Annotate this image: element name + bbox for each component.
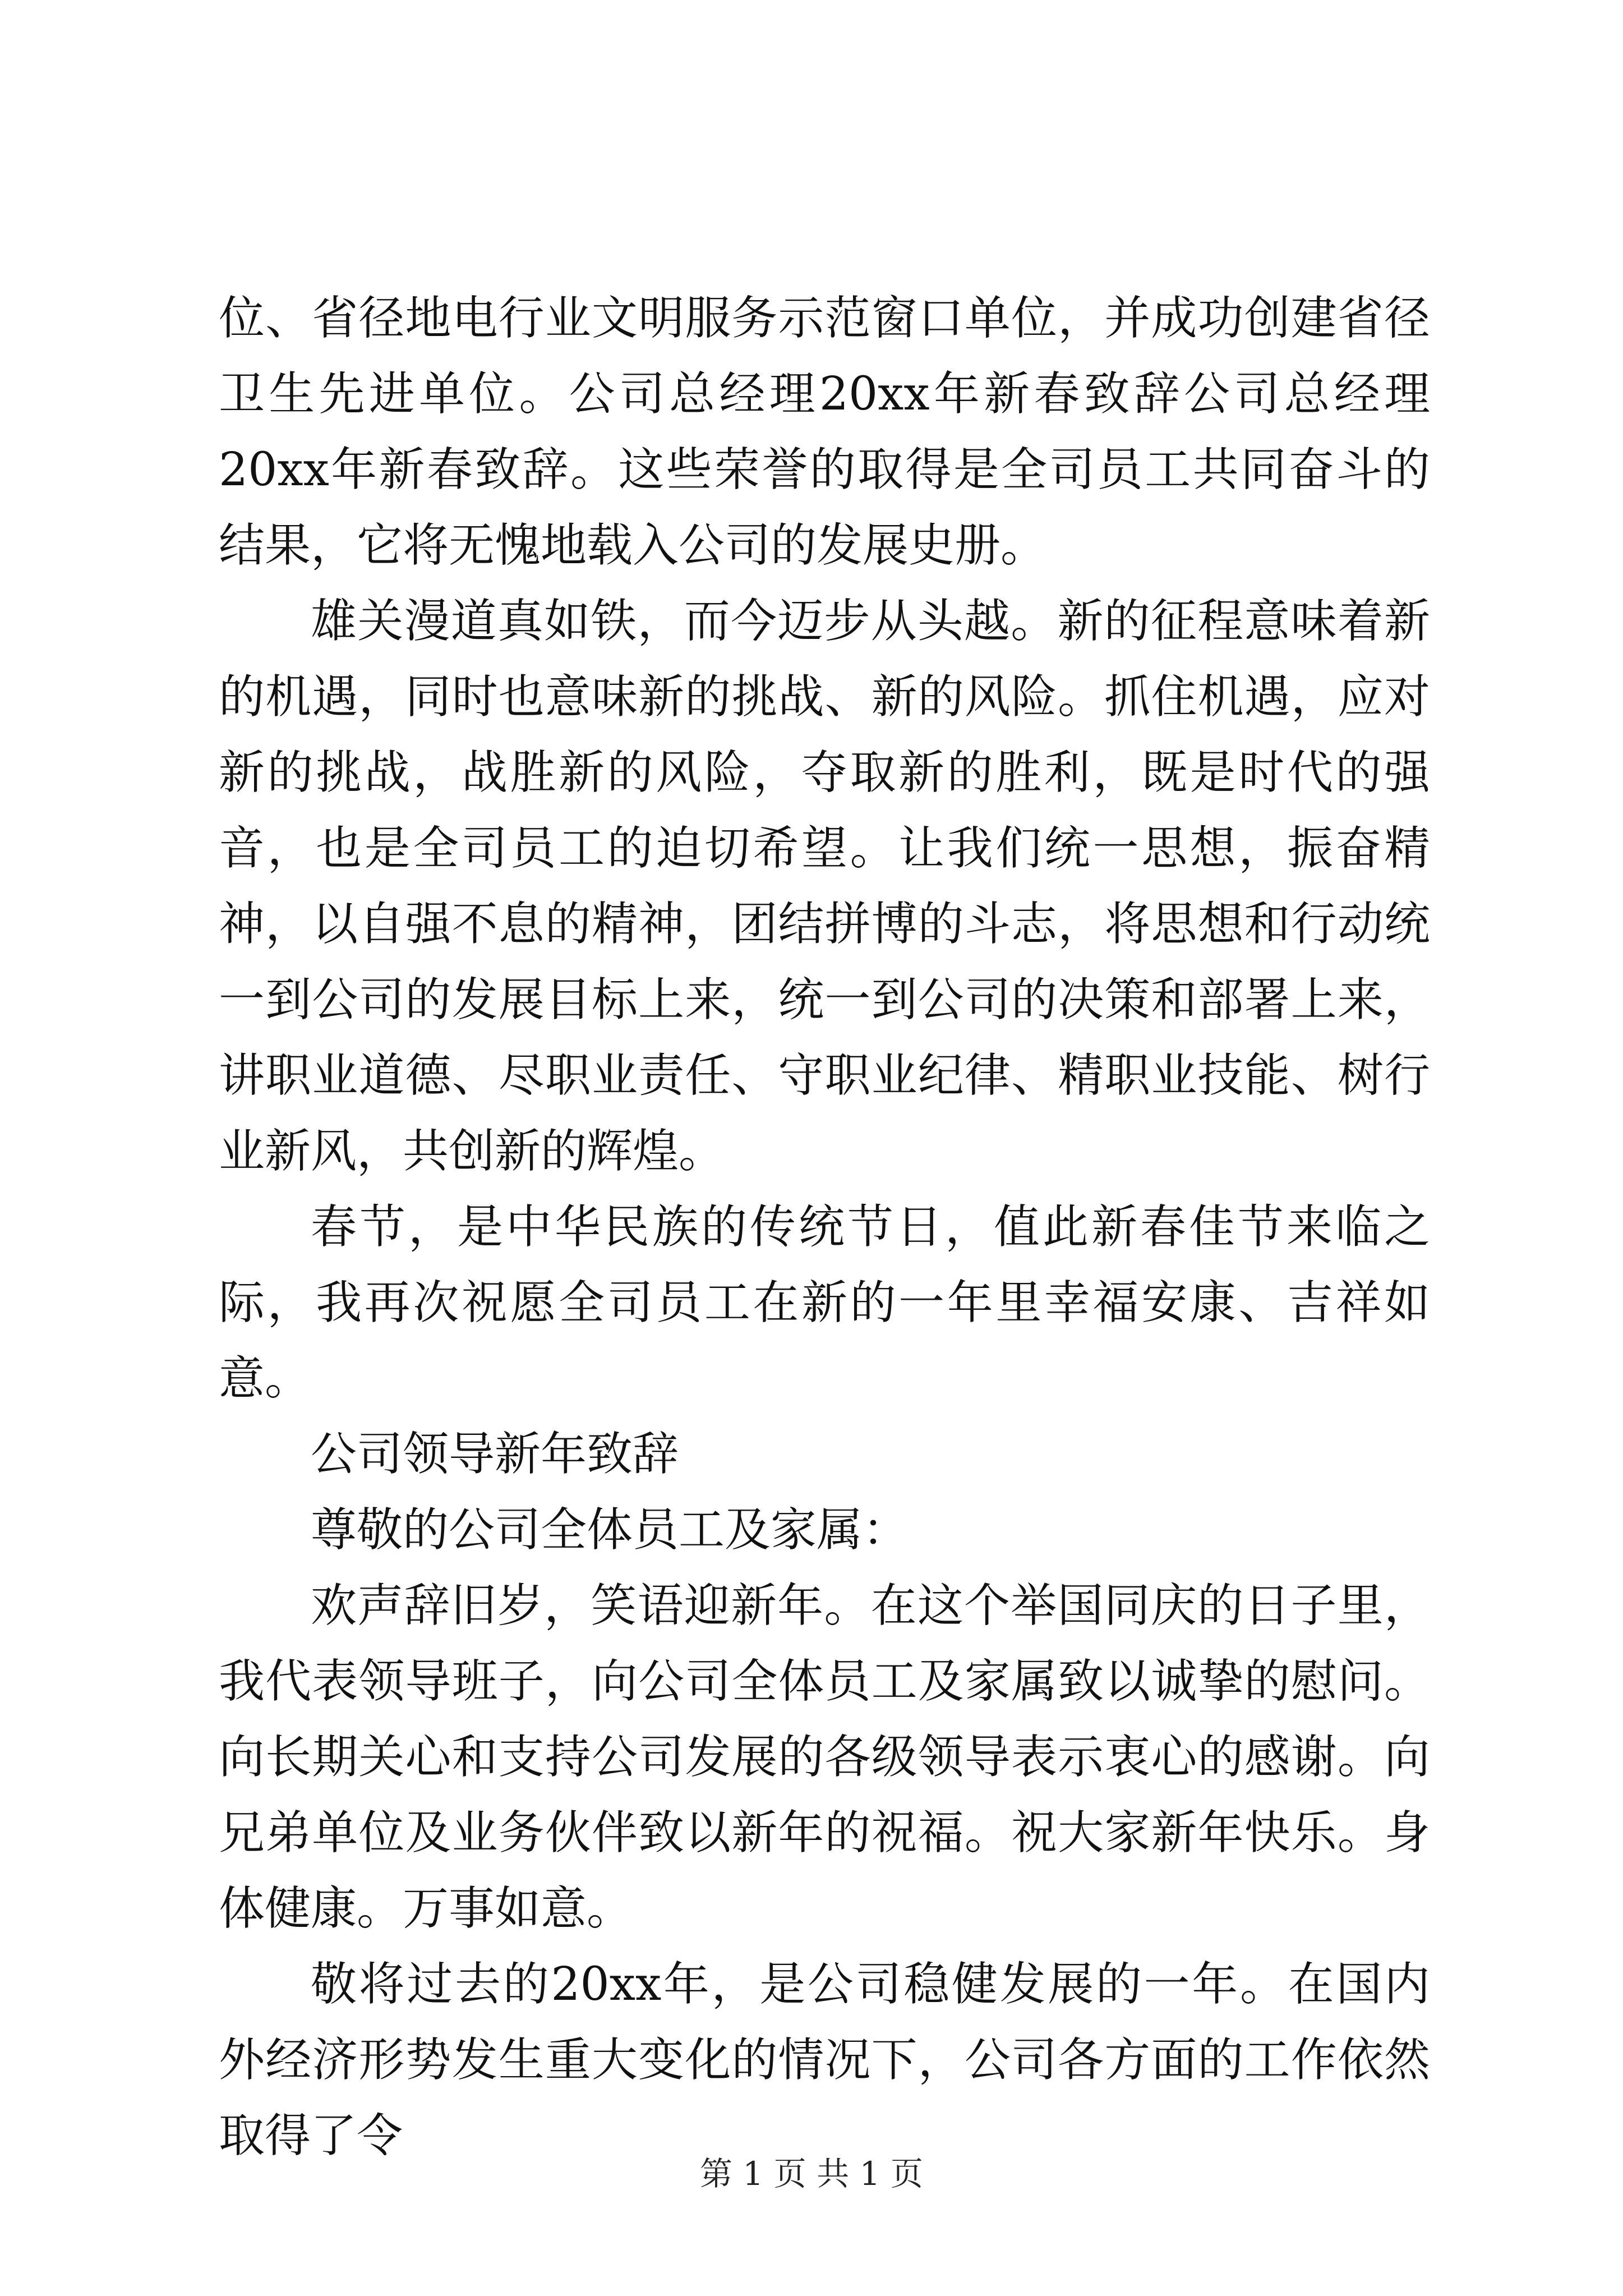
paragraph-1: 位、省径地电行业文明服务示范窗口单位，并成功创建省径卫生先进单位。公司总经理20xx年新春致辞公司总经理20xx年新春致辞。这些荣誉的取得是全司员工共同奋斗的结果，它将无愧地载入公司的发展史册。 [219, 292, 1430, 572]
document-body [219, 280, 1430, 2174]
salutation: 尊敬的公司全体员工及家属： [311, 1503, 909, 1557]
paragraph-4: 欢声辞旧岁，笑语迎新年。在这个举国同庆的日子里，我代表领导班子，向公司全体员工及家属致以诚挚的慰问。向长期关心和支持公司发展的各级领导表示衷心的感谢。向兄弟单位及业务伙伴致以新年的祝福。祝大家新年快乐。身体健康。万事如意。 [219, 1579, 1430, 1935]
paragraph-5: 敬将过去的20xx年，是公司稳健发展的一年。在国内外经济形势发生重大变化的情况下，公司各方面的工作依然取得了令 [219, 1958, 1430, 2162]
paragraph-2: 雄关漫道真如铁，而今迈步从头越。新的征程意味着新的机遇，同时也意味新的挑战、新的风险。抓住机遇，应对新的挑战，战胜新的风险，夺取新的胜利，既是时代的强音，也是全司员工的迫切希望。让我们统一思想，振奋精神，以自强不息的精神，团结拼博的斗志，将思想和行动统一到公司的发展目标上来，统一到公司的决策和部署上来，讲职业道德、尽职业责任、守职业纪律、精职业技能、树行业新风，共创新的辉煌。 [219, 595, 1430, 1178]
page-number-footer: 第 1 页 共 1 页 [700, 2155, 923, 2193]
paragraph-3: 春节，是中华民族的传统节日，值此新春佳节来临之际，我再次祝愿全司员工在新的一年里幸福安康、吉祥如意。 [219, 1200, 1430, 1405]
section-heading: 公司领导新年致辞 [311, 1428, 679, 1481]
